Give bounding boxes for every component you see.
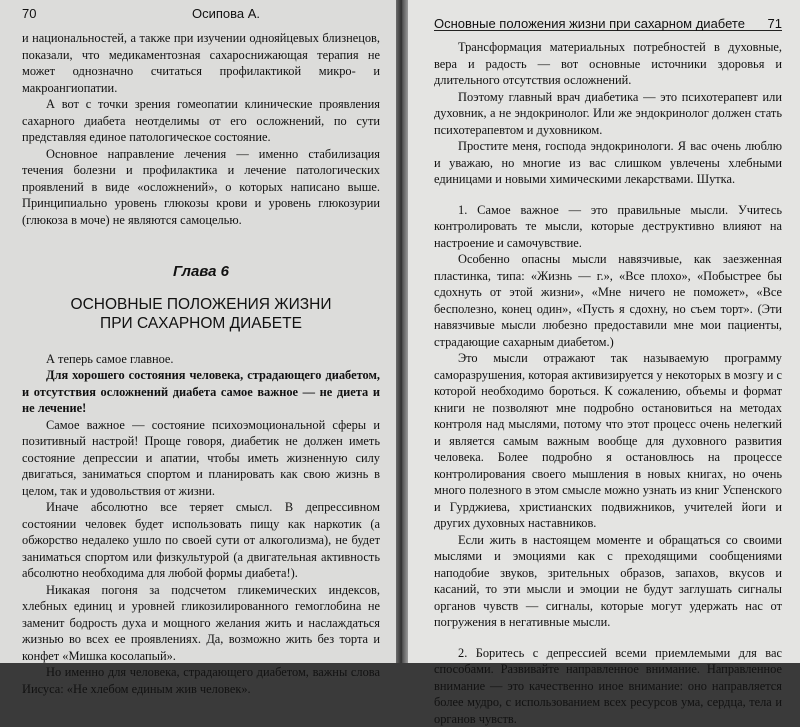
paragraph: Простите меня, господа эндокринологи. Я вас очень люблю и уважаю, но многие из вас слишком увлечены хлебными единицами и новыми химическими лекарствами. Шутка. bbox=[434, 138, 782, 188]
right-page bbox=[400, 0, 800, 663]
left-page-header bbox=[22, 0, 380, 30]
paragraph: Самое важное — состояние психоэмоциональной сферы и позитивный настрой! Проще говоря, диабетик не должен иметь состояние депрессии и апатии, чтобы иметь жизненную силу двигаться, заниматься спортом и планировать как свою жизнь в целом, так и удовольствия от жизни. bbox=[22, 417, 380, 500]
paragraph: 2. Боритесь с депрессией всеми приемлемыми для вас способами. Развивайте направленное внимание. Направленное внимание — это качественно иное внимание: оно направляется более мудро, с использованием всех ресурсов ума, сердца, тела и органов чувств. bbox=[434, 645, 782, 727]
paragraph: Поэтому главный врач диабетика — это психотерапевт или духовник, а не эндокринолог. Или же эндокринолог должен стать психотерапевтом и духовником. bbox=[434, 89, 782, 139]
paragraph: А вот с точки зрения гомеопатии клинические проявления сахарного диабета неотделимы от его осложнений, по сути представляя единое патологическое состояние. bbox=[22, 96, 380, 146]
spacer bbox=[434, 188, 782, 202]
right-page-header bbox=[434, 0, 782, 31]
running-author: Осипова А. bbox=[82, 6, 380, 23]
paragraph: Это мысли отражают так называемую программу саморазрушения, которая активизируется у некоторых в мозгу и с которой необходимо бороться. К сожалению, объемы и формат книги не позволяют мне подробно остановиться на методах контроля над мыслями, потому что этот процесс очень нелегкий и является самым важным вообще для духовного развития человека. Более подробно я остановлюсь на процессе контролирования своего мышления в новых книгах, но очень много полезного в этом смысле можно узнать из книг Успенского и Гурджиева, христианских подвижников, учителей йоги и других духовных наставников. bbox=[434, 350, 782, 532]
chapter-title bbox=[22, 295, 380, 333]
paragraph: Особенно опасны мысли навязчивые, как заезженная пластинка, типа: «Жизнь — г.», «Все плохо», «Побыстрее бы сдохнуть от этой жизни», «Мне ничего не поможет», «Все бесполезно, конец один», «Пусть я сдохну, но съем торт». (Эти навязчивые мысли любезно предоставили мне мои пациенты, страдающие сахарным диабетом.) bbox=[434, 251, 782, 350]
paragraph: и национальностей, а также при изучении однояйцевых близнецов, показали, что медикаментозная сахароснижающая терапия не может однозначно считаться профилактикой микро- и макроангиопатии. bbox=[22, 30, 380, 96]
book-gutter bbox=[396, 0, 408, 663]
paragraph: А теперь самое главное. bbox=[22, 351, 380, 368]
chapter-label: Глава 6 bbox=[22, 264, 380, 281]
paragraph: Но именно для человека, страдающего диабетом, важны слова Иисуса: «Не хлебом единым жив человек». bbox=[22, 664, 380, 697]
paragraph: Основное направление лечения — именно стабилизация течения болезни и профилактика и лечение патологических проявлений в виде «осложнений», о которых написано выше. Принципиально уровень глюкозы крови и уровень глюкозурии (глюкоза в моче) не являются самоцелью. bbox=[22, 146, 380, 229]
left-page bbox=[0, 0, 400, 663]
paragraph: 1. Самое важное — это правильные мысли. Учитесь контролировать те мысли, которые деструктивно влияют на настроение и самочувствие. bbox=[434, 202, 782, 252]
paragraph: Никакая погоня за подсчетом гликемических индексов, хлебных единиц и уровней гликозилированного гемоглобина не заменит бодрость духа и мощного желания жить и наслаждаться жизнью во всех ее проявлениях. Да, возможно жить без торта и конфет «Мишка косолапый». bbox=[22, 582, 380, 665]
chapter-title-line: ОСНОВНЫЕ ПОЛОЖЕНИЯ ЖИЗНИ bbox=[22, 295, 380, 314]
chapter-title-line: ПРИ САХАРНОМ ДИАБЕТЕ bbox=[22, 314, 380, 333]
page-number: 70 bbox=[22, 6, 82, 23]
paragraph: Если жить в настоящем моменте и обращаться со своими мыслями и эмоциями как с преходящими сообщениями наподобие звуков, зрительных образов, запахов, вкусов и касаний, то эти мысли и эмоции не будут заглушать сигналы органов чувств — сигналы, которые могут удержать нас от погружения в негативные мысли. bbox=[434, 532, 782, 631]
page-number: 71 bbox=[752, 6, 782, 33]
running-title: Основные положения жизни при сахарном диабете bbox=[434, 16, 752, 33]
spacer bbox=[434, 631, 782, 645]
bold-statement: Для хорошего состояния человека, страдающего диабетом, и отсутствия осложнений диабета самое важное — не диета и не лечение! bbox=[22, 367, 380, 417]
paragraph: Трансформация материальных потребностей в духовные, вера и радость — вот основные источники здоровья и длительного отсутствия осложнений. bbox=[434, 39, 782, 89]
paragraph: Иначе абсолютно все теряет смысл. В депрессивном состоянии человек будет использовать пищу как наркотик (а обжорство недалеко ушло по своей сути от алкоголизма), не будет заниматься спортом или физкультурой (а двигательная активность абсолютно необходима для любой формы диабета!). bbox=[22, 499, 380, 582]
